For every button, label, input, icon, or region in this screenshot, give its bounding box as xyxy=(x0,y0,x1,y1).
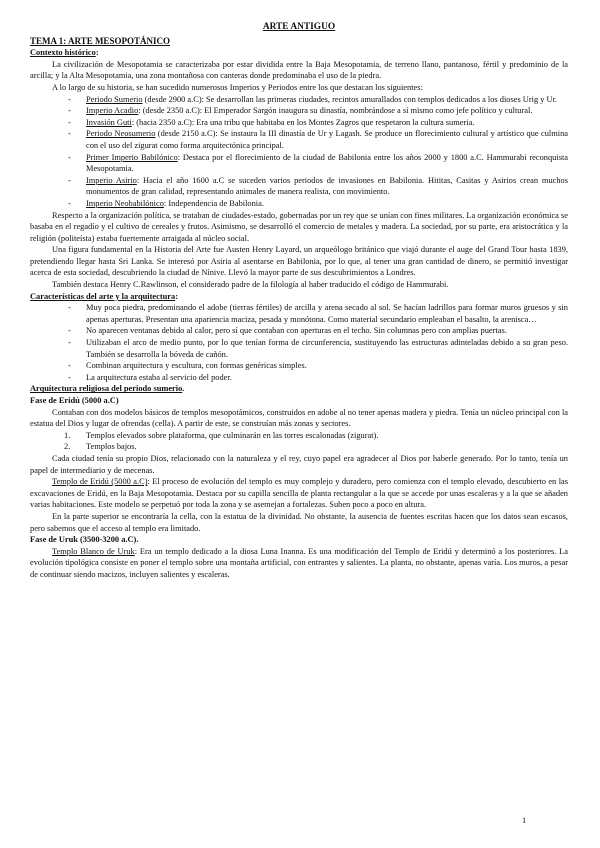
bullet-icon: - xyxy=(68,372,71,382)
bullet-icon: - xyxy=(68,152,71,162)
temple-types-list xyxy=(30,430,568,453)
bullet-icon: - xyxy=(68,94,71,104)
characteristic-item xyxy=(30,325,568,337)
characteristic-item xyxy=(30,372,568,384)
characteristic-item xyxy=(30,337,568,360)
arquitectura-heading-line xyxy=(30,383,568,395)
context-paragraph-2: A lo largo de su historia, se han sucedido numerosos Imperios y Periodos entre los que destacan los siguientes: xyxy=(52,82,423,92)
period-item xyxy=(30,175,568,198)
eridu-phase-heading: Fase de Eridú (5000 a.C) xyxy=(30,396,119,405)
temple-type-text: Templos bajos. xyxy=(86,442,137,452)
period-item xyxy=(30,105,568,117)
characteristic-item xyxy=(30,360,568,372)
characteristics-heading-line xyxy=(30,291,568,303)
context-heading: Contexto histórico xyxy=(30,48,96,58)
page-number: 1 xyxy=(522,816,527,825)
arquitectura-heading: Arquitectura religiosa del periodo sumerio xyxy=(30,384,183,394)
context-paragraph-5: También destaca Henry C.Rawlinson, el considerado padre de la filología al haber traducido el código de Hammurabi. xyxy=(52,280,449,290)
period-text: (desde 2150 a.C): Se instaura la III dinastía de Ur y Lagash. Se produce un florecimiento cultural y artístico que culmina con el uso del zigurat como forma arquitectónica principal. xyxy=(86,129,568,150)
period-item xyxy=(30,94,568,106)
bullet-icon: - xyxy=(68,326,71,336)
uruk-heading-dot: . xyxy=(136,535,139,545)
period-name: Imperio Neobabilónico xyxy=(86,198,164,208)
bullet-icon: - xyxy=(68,198,71,208)
uruk-temple-name: Templo Blanco de Uruk xyxy=(52,546,135,556)
period-text: : Hacia el año 1600 a.C se suceden varios periodos de invasiones en Babilonia. Hititas, Casitas y Asirios crean muchos monumentos de gran calidad, representando animales de manera realista, con movimiento. xyxy=(86,175,568,197)
tema-heading: TEMA 1: ARTE MESOPOTÁNICO xyxy=(30,35,170,46)
characteristics-list xyxy=(30,302,568,383)
uruk-heading-line xyxy=(30,534,568,546)
bullet-icon: - xyxy=(68,338,71,348)
period-name: Periodo Sumerio xyxy=(86,94,143,104)
period-name: Imperio Acadio xyxy=(86,106,139,116)
period-text: : (hacia 2350 a.C): Era una tribu que habitaba en los Montes Zagros que respetaron la cultura sumeria. xyxy=(131,117,475,127)
period-text: : (desde 2350 a.C): El Emperador Sargón inaugura su dinastía, nombrándose a sí mismo como jefe político y cultural. xyxy=(138,106,533,116)
period-name: Primer Imperio Babilónico xyxy=(86,152,178,162)
bullet-icon: - xyxy=(68,175,71,185)
eridu-paragraph-3: En la parte superior se encontraría la cella, con la estatua de la divinidad. No obstante, la ausencia de fuentes escritas hacen que los datos sean escasos, pero sabemos que el acceso al templo era limitado. xyxy=(30,511,568,533)
context-heading-colon: : xyxy=(95,48,99,58)
context-paragraph-4: Una figura fundamental en la Historia del Arte fue Austen Henry Layard, un arqueólogo británico que viajó durante el auge del Grand Tour hasta 1839, pretendiendo llegar hasta Sri Lanka. Se interesó por Asiria al asentarse en Babilonia, por lo que, al tener una gran cantidad de dinero, se permitió investigar acerca de esta sociedad, descubriendo la ciudad de Nínive. Llevó la mayor parte de sus descubrimientos a Londres. xyxy=(30,245,568,278)
characteristics-heading-colon: : xyxy=(175,291,178,301)
eridu-temple-text: : El proceso de evolución del templo es muy complejo y duradero, pero comienza con el templo elevado, descubierto en las excavaciones de Eridú, en la Baja Mesopotamia. Destaca por su capilla sencilla de planta rectangular a la que se accede por unas escaleras y a la que se añaden varias habitaciones. Este modelo se perpetuó por toda la zona y se asemejan a fortalezas. Suben poco a poco en altura. xyxy=(30,477,568,510)
bullet-icon: - xyxy=(68,106,71,116)
period-name: Invasión Guti xyxy=(86,117,132,127)
list-number: 1. xyxy=(64,430,71,440)
document-title: ARTE ANTIGUO xyxy=(262,22,336,32)
period-text: (desde 2900 a.C): Se desarrollan las primeras ciudades, recintos amurallados con templos dedicados a los dioses Urig y Ur. xyxy=(142,94,557,104)
document-page xyxy=(30,22,568,581)
context-paragraph-3: Respecto a la organización política, se trataban de ciudades-estado, gobernadas por un rey que se unían con fines militares. La organización económica se basaba en el regadío y el cultivo de cereales y frutos. Asimismo, se desarrolló el comercio de metales y madera. La sociedad, por su parte, era aristocrática y la religión (politeísta) estaba fuertemente arraigada al núcleo social. xyxy=(30,210,568,243)
context-paragraph-1: La civilización de Mesopotamia se caracterizaba por estar dividida entre la Baja Mesopotamia, de terreno llano, pantanoso, fértil y predominio de la arcilla; y la Alta Mesopotamia, una zona montañosa con canteras donde predominaba el uso de la piedra. xyxy=(30,59,568,81)
period-text: : Destaca por el florecimiento de la ciudad de Babilonia entre los años 2000 y 1800 a.C. Hammurabi reconquista Mesopotamia. xyxy=(86,152,568,174)
characteristic-text: No aparecen ventanas debido al calor, pero sí que contaban con aperturas en el techo. Sin columnas pero con amplias puertas. xyxy=(86,326,507,336)
eridu-paragraph-1: Contaban con dos modelos básicos de templos mesopotámicos, construidos en adobe al no tener apenas madera y piedra. Tenía un núcleo principal con la estatua del Dios y lugar de ofrendas (cella). A partir de este, se construían más zonas y sectores. xyxy=(30,407,568,429)
bullet-icon: - xyxy=(68,129,71,139)
arquitectura-heading-dot: . xyxy=(182,384,185,394)
temple-type-text: Templos elevados sobre plataforma, que culminarán en las torres escalonadas (zigurat). xyxy=(86,430,379,440)
period-name: Periodo Neosumerio xyxy=(86,129,156,139)
uruk-temple-paragraph xyxy=(30,546,568,581)
characteristics-heading: Características del arte y la arquitectura xyxy=(30,291,176,301)
bullet-icon: - xyxy=(68,361,71,371)
period-item xyxy=(30,152,568,175)
eridu-temple-paragraph xyxy=(30,476,568,511)
period-item xyxy=(30,128,568,151)
characteristic-item xyxy=(30,302,568,325)
period-item xyxy=(30,117,568,129)
characteristic-text: Utilizaban el arco de medio punto, por lo que tenían forma de circunferencia, sustituyendo las estructuras adinteladas debido a su gran peso. También se desarrolla la bóveda de cañón. xyxy=(86,338,568,359)
list-number: 2. xyxy=(64,442,71,452)
bullet-icon: - xyxy=(68,117,71,127)
period-name: Imperio Asirio xyxy=(86,175,137,185)
uruk-phase-heading: Fase de Uruk (3500-3200 a.C) xyxy=(30,535,137,545)
temple-type-item xyxy=(30,441,568,453)
temple-type-item xyxy=(30,430,568,442)
period-item xyxy=(30,198,568,210)
characteristic-text: La arquitectura estaba al servicio del poder. xyxy=(86,372,232,382)
uruk-temple-text: : Era un templo dedicado a la diosa Luna Inanna. Es una modificación del Templo de Eridú y determinó a los posteriores. La evolución tipológica consiste en poner el templo sobre una montaña artificial, con entrantes y salientes. La planta, no obstante, apenas varía. Los muros, a pesar de continuar siendo macizos, incluyen salientes y escaleras. xyxy=(30,546,568,579)
eridu-temple-name: Templo de Eridú (5000 a.C) xyxy=(52,477,148,487)
period-text: : Independencia de Babilonia. xyxy=(163,198,264,208)
eridu-paragraph-2: Cada ciudad tenía su propio Dios, relacionado con la naturaleza y el rey, cuyo papel era agradecer al Dios por haberle generado. Por lo tanto, tenía un papel de intermediario y de mecenas. xyxy=(30,453,568,475)
periods-list xyxy=(30,94,568,210)
characteristic-text: Combinan arquitectura y escultura, con formas genéricas simples. xyxy=(86,361,307,371)
context-heading-line xyxy=(30,47,568,59)
bullet-icon: - xyxy=(68,303,71,313)
characteristic-text: Muy poca piedra, predominando el adobe (tierras fértiles) de arcilla y arena secado al sol. Se hacían ladrillos para formar muros gruesos y sin apenas aperturas. Presentan una apariencia maciza, pesada y monótona. Como material secundario empleaban el basalto, la arenisca… xyxy=(86,303,568,324)
